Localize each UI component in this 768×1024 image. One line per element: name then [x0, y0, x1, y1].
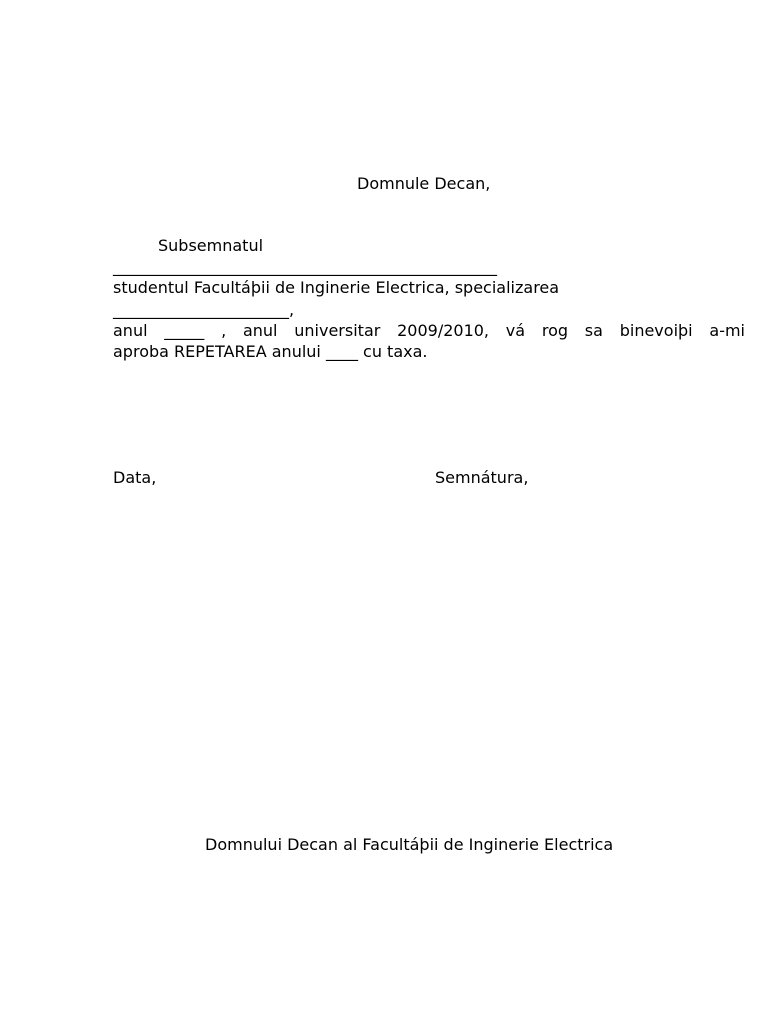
- specialization-blank: ______________________,: [113, 300, 295, 319]
- name-blank: ________________________________________________: [113, 257, 497, 276]
- year-line: anul _____ , anul universitar 2009/2010, vá rog sa binevoiþi a-mi: [113, 321, 745, 340]
- signature-label: Semnátura,: [435, 468, 529, 487]
- student-faculty-line: studentul Facultáþii de Inginerie Electrica, specializarea: [113, 278, 560, 297]
- repeat-request-line: aproba REPETAREA anului ____ cu taxa.: [113, 342, 428, 361]
- salutation: Domnule Decan,: [357, 174, 491, 193]
- subsemnatul-label: Subsemnatul: [158, 236, 264, 255]
- date-label: Data,: [113, 468, 157, 487]
- addressee-line: Domnului Decan al Facultáþii de Inginerie Electrica: [205, 835, 614, 854]
